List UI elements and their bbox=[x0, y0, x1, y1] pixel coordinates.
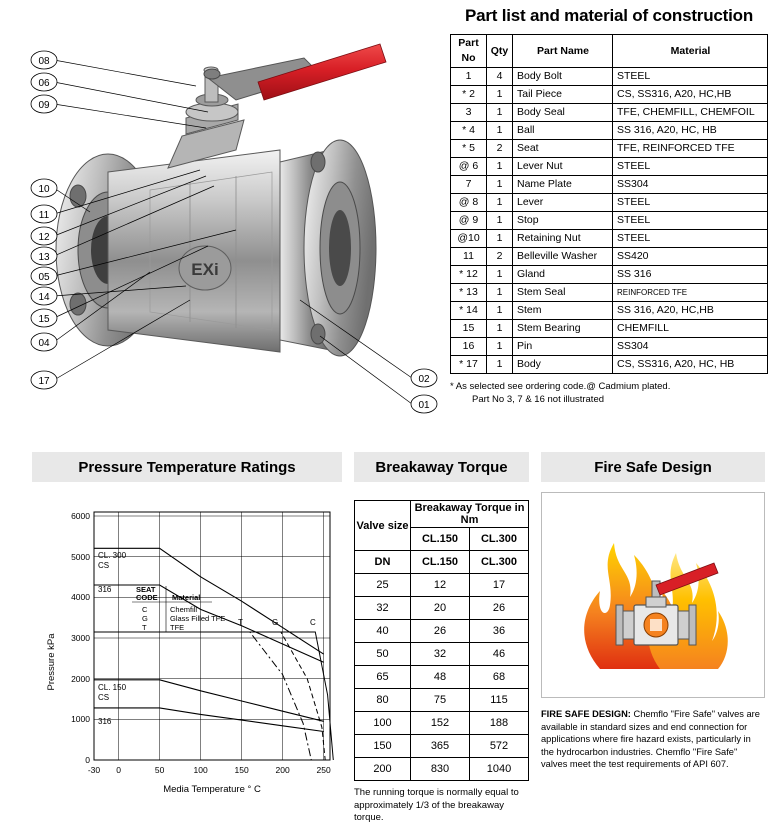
flame-valve-icon bbox=[542, 493, 764, 697]
table-row bbox=[451, 320, 768, 338]
cell-dn: 150 bbox=[355, 735, 411, 758]
anno-cl150-cs: CS bbox=[98, 693, 110, 702]
cell-part-name: Name Plate bbox=[513, 176, 613, 194]
cell-part-no: 3 bbox=[451, 104, 487, 122]
cell-material: STEEL bbox=[613, 194, 768, 212]
header-material: Material bbox=[613, 35, 768, 68]
cell-part-no: 1 bbox=[451, 68, 487, 86]
chart-ylabel: Pressure kPa bbox=[46, 633, 57, 691]
cell-dn: 25 bbox=[355, 574, 411, 597]
cell-part-name: Stop bbox=[513, 212, 613, 230]
table-row bbox=[451, 356, 768, 374]
cell-qty: 1 bbox=[487, 320, 513, 338]
cell-part-name: Body Bolt bbox=[513, 68, 613, 86]
cell-qty: 1 bbox=[487, 86, 513, 104]
cell-cl300: 572 bbox=[470, 735, 529, 758]
cell-part-name: Stem bbox=[513, 302, 613, 320]
cell-part-no: * 4 bbox=[451, 122, 487, 140]
cell-cl150: 12 bbox=[411, 574, 470, 597]
callout-13: 13 bbox=[38, 252, 50, 263]
part-list-table bbox=[450, 34, 768, 374]
header-torque-nm: Breakaway Torque in Nm bbox=[411, 501, 529, 528]
svg-text:0: 0 bbox=[85, 755, 90, 765]
cell-qty: 1 bbox=[487, 212, 513, 230]
torque-note: The running torque is normally equal to approximately 1/3 of the breakaway torque. bbox=[354, 787, 519, 823]
note-asterisk: * As selected see ordering code.@ Cadmium plated. bbox=[450, 381, 671, 392]
chart-svg bbox=[32, 492, 342, 808]
cell-cl150: 26 bbox=[411, 620, 470, 643]
anno-seat-T: T bbox=[238, 618, 243, 627]
cell-material: SS 316, A20, HC, HB bbox=[613, 122, 768, 140]
cell-part-name: Retaining Nut bbox=[513, 230, 613, 248]
bottom-section bbox=[0, 452, 775, 823]
cell-material: STEEL bbox=[613, 68, 768, 86]
callout-02: 02 bbox=[418, 374, 430, 385]
table-row bbox=[451, 104, 768, 122]
cell-dn: 200 bbox=[355, 758, 411, 781]
cell-part-no: @10 bbox=[451, 230, 487, 248]
cell-qty: 2 bbox=[487, 140, 513, 158]
table-row bbox=[451, 122, 768, 140]
cell-dn: 50 bbox=[355, 643, 411, 666]
cell-material: STEEL bbox=[613, 230, 768, 248]
table-row bbox=[355, 758, 529, 781]
cell-material: STEEL bbox=[613, 158, 768, 176]
part-list-title: Part list and material of construction bbox=[464, 6, 754, 25]
cell-material: SS420 bbox=[613, 248, 768, 266]
breakaway-torque-table bbox=[354, 500, 529, 781]
cell-cl300: 115 bbox=[470, 689, 529, 712]
cell-material: TFE, REINFORCED TFE bbox=[613, 140, 768, 158]
cell-part-no: 7 bbox=[451, 176, 487, 194]
cell-dn: 32 bbox=[355, 597, 411, 620]
cell-material: REINFORCED TFE bbox=[613, 284, 768, 302]
table-row bbox=[451, 302, 768, 320]
cell-part-no: * 14 bbox=[451, 302, 487, 320]
note-not-illustrated: Part No 3, 7 & 16 not illustrated bbox=[472, 394, 605, 405]
cell-part-name: Tail Piece bbox=[513, 86, 613, 104]
cell-part-name: Ball bbox=[513, 122, 613, 140]
table-row bbox=[451, 230, 768, 248]
cell-qty: 1 bbox=[487, 266, 513, 284]
table-row bbox=[355, 712, 529, 735]
table-row bbox=[451, 248, 768, 266]
table-row bbox=[355, 689, 529, 712]
callout-17: 17 bbox=[38, 376, 50, 387]
anno-cl300: CL. 300 bbox=[98, 551, 127, 560]
cell-qty: 1 bbox=[487, 194, 513, 212]
table-row bbox=[355, 735, 529, 758]
svg-text:150: 150 bbox=[234, 765, 249, 775]
cell-cl300: 36 bbox=[470, 620, 529, 643]
fire-safe-panel bbox=[541, 492, 765, 808]
table-row bbox=[355, 666, 529, 689]
callout-12: 12 bbox=[38, 232, 50, 243]
table-row bbox=[451, 212, 768, 230]
table-row bbox=[451, 86, 768, 104]
cell-qty: 1 bbox=[487, 104, 513, 122]
cell-part-no: @ 6 bbox=[451, 158, 487, 176]
callout-04: 04 bbox=[38, 338, 50, 349]
svg-text:TFE: TFE bbox=[170, 623, 185, 632]
cell-part-no: @ 8 bbox=[451, 194, 487, 212]
table-row bbox=[355, 597, 529, 620]
breakaway-torque-panel bbox=[354, 500, 529, 825]
cell-part-name: Belleville Washer bbox=[513, 248, 613, 266]
cell-part-no: 16 bbox=[451, 338, 487, 356]
cell-part-no: * 12 bbox=[451, 266, 487, 284]
cell-qty: 2 bbox=[487, 248, 513, 266]
cell-dn: 40 bbox=[355, 620, 411, 643]
table-row bbox=[355, 620, 529, 643]
valve-logo-text: EXi bbox=[191, 260, 219, 279]
svg-text:Chemfill: Chemfill bbox=[170, 605, 198, 614]
svg-text:3000: 3000 bbox=[71, 633, 90, 643]
fire-safe-description bbox=[541, 708, 765, 771]
table-row bbox=[451, 338, 768, 356]
callout-15: 15 bbox=[38, 314, 50, 325]
cell-part-name: Stem Bearing bbox=[513, 320, 613, 338]
callout-14: 14 bbox=[38, 292, 50, 303]
svg-text:250: 250 bbox=[316, 765, 331, 775]
cell-material: CS, SS316, A20, HC,HB bbox=[613, 86, 768, 104]
table-row bbox=[451, 176, 768, 194]
cell-qty: 1 bbox=[487, 230, 513, 248]
anno-seat-C: C bbox=[310, 618, 316, 627]
cell-qty: 1 bbox=[487, 338, 513, 356]
cell-cl300: 26 bbox=[470, 597, 529, 620]
cell-part-no: * 17 bbox=[451, 356, 487, 374]
table-row bbox=[451, 68, 768, 86]
svg-text:SEAT: SEAT bbox=[136, 585, 156, 594]
svg-text:Glass Filled TFE: Glass Filled TFE bbox=[170, 614, 226, 623]
svg-text:4000: 4000 bbox=[71, 592, 90, 602]
cell-part-no: * 2 bbox=[451, 86, 487, 104]
callout-08: 08 bbox=[38, 56, 50, 67]
chart-xlabel: Media Temperature ° C bbox=[163, 784, 261, 795]
cell-part-no: * 13 bbox=[451, 284, 487, 302]
table-header-row bbox=[451, 35, 768, 68]
valve-diagram-svg bbox=[0, 0, 440, 440]
cell-qty: 1 bbox=[487, 158, 513, 176]
cell-cl150: 152 bbox=[411, 712, 470, 735]
cell-qty: 1 bbox=[487, 284, 513, 302]
cell-cl150: 20 bbox=[411, 597, 470, 620]
band-fire-safe: Fire Safe Design bbox=[541, 452, 765, 482]
svg-text:2000: 2000 bbox=[71, 674, 90, 684]
valve-illustration bbox=[0, 0, 440, 440]
svg-text:5000: 5000 bbox=[71, 552, 90, 562]
header-qty: Qty bbox=[487, 35, 513, 68]
cell-material: SS 316, A20, HC,HB bbox=[613, 302, 768, 320]
band-breakaway-torque: Breakaway Torque bbox=[354, 452, 529, 482]
svg-text:CODE: CODE bbox=[136, 593, 158, 602]
cell-part-no: * 5 bbox=[451, 140, 487, 158]
valve-logo bbox=[179, 246, 231, 290]
header-part-no: Part No bbox=[451, 35, 487, 68]
table-row bbox=[451, 194, 768, 212]
callout-01: 01 bbox=[418, 400, 430, 411]
cell-material: TFE, CHEMFILL, CHEMFOIL bbox=[613, 104, 768, 122]
fire-safe-body: Chemflo "Fire Safe" valves are available in standard sizes and end connection for applications where fire hazard exists, particularly in the hydrocarbon industries. Chemflo "Fire Safe" valves meet the test requirements of API 607. bbox=[541, 709, 760, 770]
cell-part-name: Body Seal bbox=[513, 104, 613, 122]
svg-text:50: 50 bbox=[154, 765, 165, 775]
table-row bbox=[451, 284, 768, 302]
cell-material: SS 316 bbox=[613, 266, 768, 284]
header-cl150: CL.150 bbox=[411, 528, 470, 551]
header-cl300: CL.300 bbox=[470, 528, 529, 551]
cell-material: CS, SS316, A20, HC, HB bbox=[613, 356, 768, 374]
header-part-name: Part Name bbox=[513, 35, 613, 68]
cell-part-name: Pin bbox=[513, 338, 613, 356]
cell-material: SS304 bbox=[613, 338, 768, 356]
cell-part-name: Seat bbox=[513, 140, 613, 158]
callout-06: 06 bbox=[38, 78, 50, 89]
table-row bbox=[355, 643, 529, 666]
svg-text:100: 100 bbox=[193, 765, 208, 775]
part-list-notes bbox=[450, 380, 768, 406]
cell-part-name: Stem Seal bbox=[513, 284, 613, 302]
lever-handle bbox=[204, 44, 386, 100]
cell-material: CHEMFILL bbox=[613, 320, 768, 338]
cell-cl300: 68 bbox=[470, 666, 529, 689]
cell-cl150: 830 bbox=[411, 758, 470, 781]
svg-text:C: C bbox=[142, 605, 148, 614]
cell-qty: 1 bbox=[487, 176, 513, 194]
cell-dn: 100 bbox=[355, 712, 411, 735]
anno-seat-G: G bbox=[272, 618, 279, 627]
fire-safe-lead: FIRE SAFE DESIGN: bbox=[541, 709, 631, 719]
cell-material: STEEL bbox=[613, 212, 768, 230]
cell-cl300: 188 bbox=[470, 712, 529, 735]
cell-dn: 65 bbox=[355, 666, 411, 689]
anno-cl150-316: 316 bbox=[98, 717, 112, 726]
header-cl150-sub: CL.150 bbox=[411, 551, 470, 574]
pressure-temperature-chart bbox=[32, 492, 342, 808]
right-flange bbox=[304, 140, 376, 356]
anno-cl300-316: 316 bbox=[98, 585, 112, 594]
svg-text:200: 200 bbox=[275, 765, 290, 775]
svg-text:G: G bbox=[142, 614, 148, 623]
cell-part-no: 15 bbox=[451, 320, 487, 338]
cell-cl300: 46 bbox=[470, 643, 529, 666]
table-row bbox=[451, 266, 768, 284]
cell-cl300: 17 bbox=[470, 574, 529, 597]
anno-cl150: CL. 150 bbox=[98, 683, 127, 692]
callout-05: 05 bbox=[38, 272, 50, 283]
cell-qty: 1 bbox=[487, 356, 513, 374]
svg-text:-30: -30 bbox=[87, 765, 101, 775]
cell-qty: 1 bbox=[487, 122, 513, 140]
cell-cl150: 48 bbox=[411, 666, 470, 689]
cell-cl150: 32 bbox=[411, 643, 470, 666]
cell-dn: 80 bbox=[355, 689, 411, 712]
callout-11: 11 bbox=[38, 210, 50, 221]
cell-part-no: @ 9 bbox=[451, 212, 487, 230]
cell-part-name: Lever bbox=[513, 194, 613, 212]
cell-part-name: Lever Nut bbox=[513, 158, 613, 176]
cell-qty: 4 bbox=[487, 68, 513, 86]
cell-part-name: Gland bbox=[513, 266, 613, 284]
cell-cl300: 1040 bbox=[470, 758, 529, 781]
cell-cl150: 75 bbox=[411, 689, 470, 712]
callout-10: 10 bbox=[38, 184, 50, 195]
fire-safe-image bbox=[541, 492, 765, 698]
table-row bbox=[451, 140, 768, 158]
svg-text:0: 0 bbox=[116, 765, 121, 775]
cell-part-name: Body bbox=[513, 356, 613, 374]
svg-text:1000: 1000 bbox=[71, 714, 90, 724]
header-valve-size: Valve size bbox=[355, 501, 411, 551]
svg-text:Material: Material bbox=[172, 593, 201, 602]
header-dn: DN bbox=[355, 551, 411, 574]
svg-text:6000: 6000 bbox=[71, 511, 90, 521]
part-list-panel bbox=[450, 6, 768, 406]
svg-text:T: T bbox=[142, 623, 147, 632]
cell-material: SS304 bbox=[613, 176, 768, 194]
cell-qty: 1 bbox=[487, 302, 513, 320]
cell-cl150: 365 bbox=[411, 735, 470, 758]
cell-part-no: 11 bbox=[451, 248, 487, 266]
anno-cl300-cs: CS bbox=[98, 561, 110, 570]
table-row bbox=[451, 158, 768, 176]
header-cl300-sub: CL.300 bbox=[470, 551, 529, 574]
callout-09: 09 bbox=[38, 100, 50, 111]
band-pressure-ratings: Pressure Temperature Ratings bbox=[32, 452, 342, 482]
table-row bbox=[355, 574, 529, 597]
